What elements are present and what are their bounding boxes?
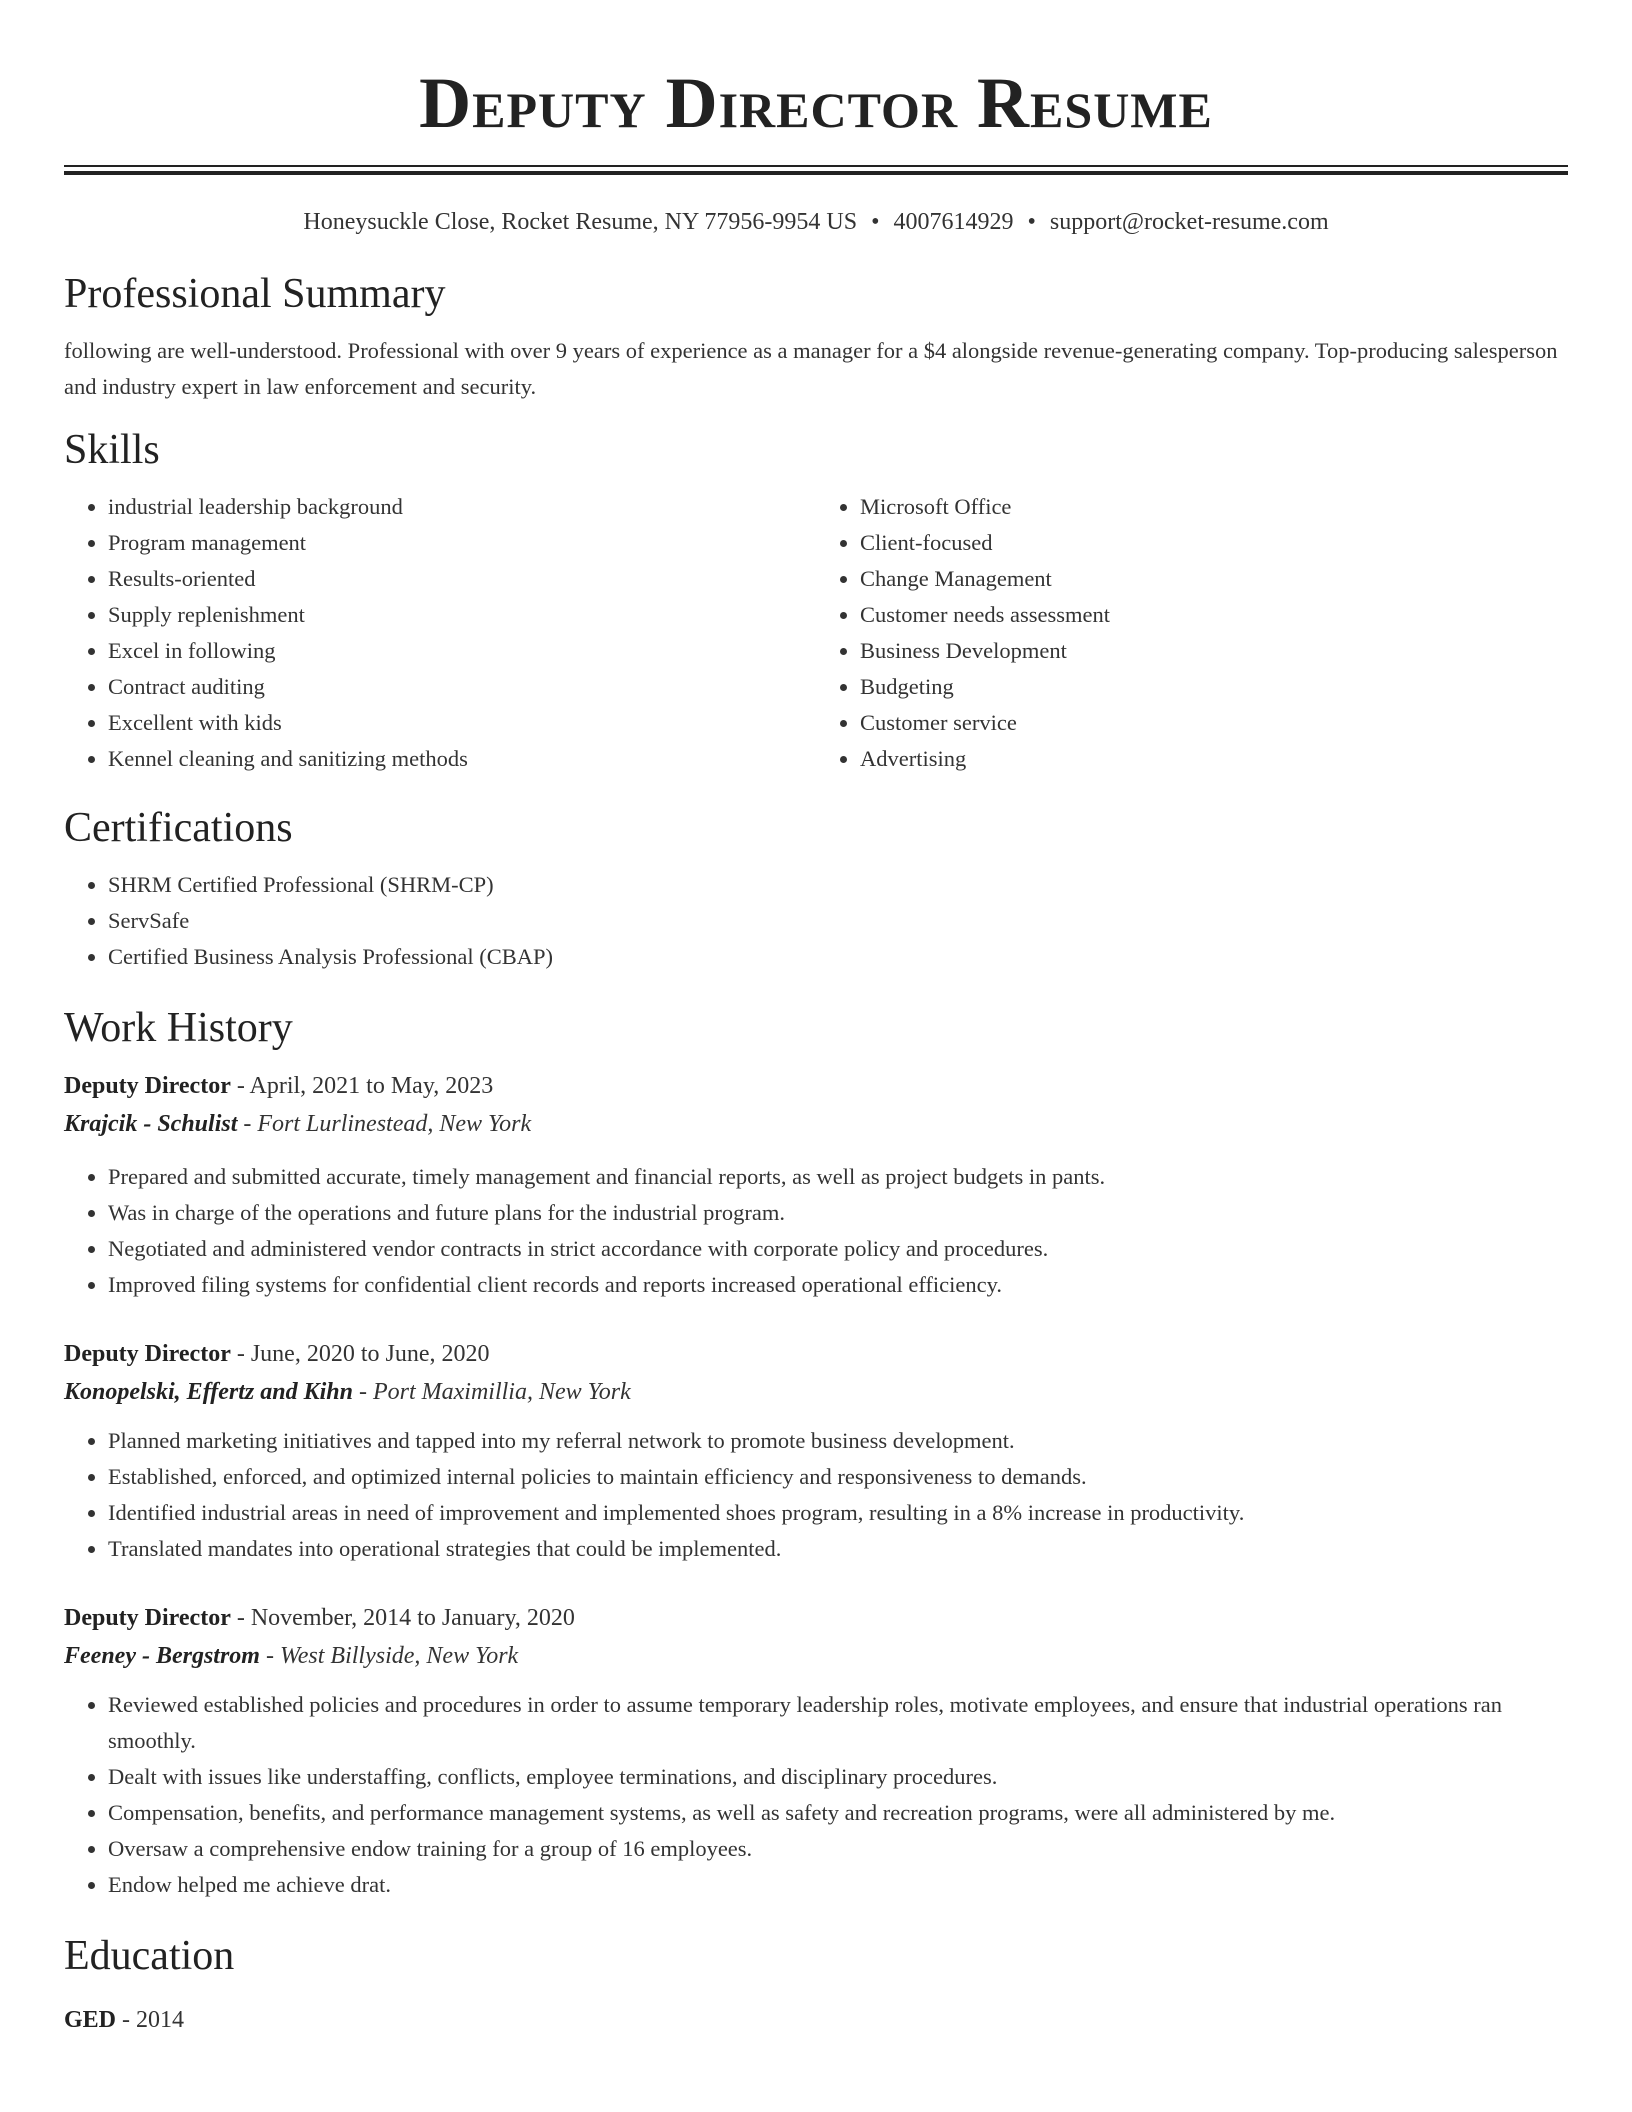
contact-email[interactable]: support@rocket-resume.com: [1049, 209, 1329, 235]
education-heading: Education: [64, 1933, 235, 1979]
skill-item: • Change Management: [860, 561, 1568, 597]
job-duties: [64, 1159, 1568, 1303]
skill-item: • Customer service: [860, 705, 1568, 741]
job-duty: • Endow helped me achieve drat.: [108, 1867, 1568, 1903]
skill-item: • Results-oriented: [108, 561, 816, 597]
job-duty: • Translated mandates into operational strategies that could be implemented.: [108, 1531, 1568, 1567]
job-header: [64, 1599, 1568, 1637]
job-duty: • Planned marketing initiatives and tapped into my referral network to promote business development.: [108, 1423, 1568, 1459]
education-year: - 2014: [116, 2007, 185, 2033]
education-section: [64, 1931, 1568, 2039]
job-duty: • Prepared and submitted accurate, timely management and financial reports, as well as project budgets in pants.: [108, 1159, 1568, 1195]
skill-item: • Budgeting: [860, 669, 1568, 705]
title-divider: [64, 165, 1568, 175]
company-location: - West Billyside, New York: [259, 1643, 519, 1669]
certifications-section: [64, 803, 1568, 975]
job-company-line: [64, 1637, 1568, 1675]
job-duties: [64, 1687, 1568, 1903]
skill-item: • Program management: [108, 525, 816, 561]
education-degree: GED: [64, 2007, 117, 2033]
skill-item: • Contract auditing: [108, 669, 816, 705]
skill-item: • Microsoft Office: [860, 489, 1568, 525]
certifications-list: [64, 867, 1568, 975]
job-title: Deputy Director: [64, 1605, 231, 1631]
job-duty: • Established, enforced, and optimized internal policies to maintain efficiency and responsiveness to demands.: [108, 1459, 1568, 1495]
job-title: Deputy Director: [64, 1341, 231, 1367]
work-history-section: [64, 1003, 1568, 1903]
skill-item: • Kennel cleaning and sanitizing methods: [108, 741, 816, 777]
job-company-line: [64, 1373, 1568, 1411]
certification-item: • ServSafe: [108, 903, 1568, 939]
skill-item: • Client-focused: [860, 525, 1568, 561]
job-company-line: [64, 1105, 1568, 1143]
contact-phone: 4007614929: [893, 209, 1014, 235]
certification-item: • SHRM Certified Professional (SHRM-CP): [108, 867, 1568, 903]
job-duty: • Was in charge of the operations and future plans for the industrial program.: [108, 1195, 1568, 1231]
skill-item: • Excel in following: [108, 633, 816, 669]
skills-section: [64, 425, 1568, 777]
skills-heading: Skills: [64, 427, 160, 473]
contact-separator: •: [1027, 209, 1036, 235]
job-dates: - April, 2021 to May, 2023: [230, 1073, 494, 1099]
job-entry: [64, 1067, 1568, 1303]
job-entry: [64, 1335, 1568, 1567]
skill-item: • Supply replenishment: [108, 597, 816, 633]
certification-item: • Certified Business Analysis Professional (CBAP): [108, 939, 1568, 975]
job-title: Deputy Director: [64, 1073, 231, 1099]
skill-item: • Customer needs assessment: [860, 597, 1568, 633]
job-duty: • Dealt with issues like understaffing, conflicts, employee terminations, and disciplinary procedures.: [108, 1759, 1568, 1795]
job-entry: [64, 1599, 1568, 1903]
contact-address: Honeysuckle Close, Rocket Resume, NY 77956-9954 US: [303, 209, 858, 235]
skill-item: • industrial leadership background: [108, 489, 816, 525]
company-name: Feeney - Bergstrom: [64, 1643, 260, 1669]
education-entry: [64, 2001, 1568, 2039]
contact-line: [64, 207, 1568, 237]
company-name: Konopelski, Effertz and Kihn: [64, 1379, 353, 1405]
job-duty: • Compensation, benefits, and performance management systems, as well as safety and recreation programs, were all administered by me.: [108, 1795, 1568, 1831]
skill-item: • Excellent with kids: [108, 705, 816, 741]
resume-title: Deputy Director Resume: [419, 63, 1213, 143]
company-name: Krajcik - Schulist: [64, 1111, 238, 1137]
job-duty: • Negotiated and administered vendor contracts in strict accordance with corporate policy and procedures.: [108, 1231, 1568, 1267]
company-location: - Fort Lurlinestead, New York: [237, 1111, 532, 1137]
summary-text: following are well-understood. Professional with over 9 years of experience as a manager for a $4 alongside revenue-generating company. Top-producing salesperson and industry expert in law enforcement and security.: [64, 338, 1558, 399]
job-header: [64, 1067, 1568, 1105]
job-dates: - November, 2014 to January, 2020: [230, 1605, 575, 1631]
job-duty: • Improved filing systems for confidential client records and reports increased operational efficiency.: [108, 1267, 1568, 1303]
job-duty: • Oversaw a comprehensive endow training for a group of 16 employees.: [108, 1831, 1568, 1867]
skill-item: • Advertising: [860, 741, 1568, 777]
certifications-heading: Certifications: [64, 805, 293, 851]
company-location: - Port Maximillia, New York: [352, 1379, 631, 1405]
summary-section: [64, 269, 1568, 405]
skills-list-left: [64, 489, 816, 777]
skills-list-right: [816, 489, 1568, 777]
skills-columns: [64, 489, 1568, 777]
contact-separator: •: [871, 209, 880, 235]
job-duties: [64, 1423, 1568, 1567]
job-duty: • Identified industrial areas in need of improvement and implemented shoes program, resulting in a 8% increase in productivity.: [108, 1495, 1568, 1531]
summary-heading: Professional Summary: [64, 271, 446, 317]
job-dates: - June, 2020 to June, 2020: [230, 1341, 490, 1367]
work-history-heading: Work History: [64, 1005, 293, 1051]
skill-item: • Business Development: [860, 633, 1568, 669]
job-header: [64, 1335, 1568, 1373]
job-duty: • Reviewed established policies and procedures in order to assume temporary leadership roles, motivate employees, and ensure that industrial operations ran smoothly.: [108, 1687, 1568, 1759]
